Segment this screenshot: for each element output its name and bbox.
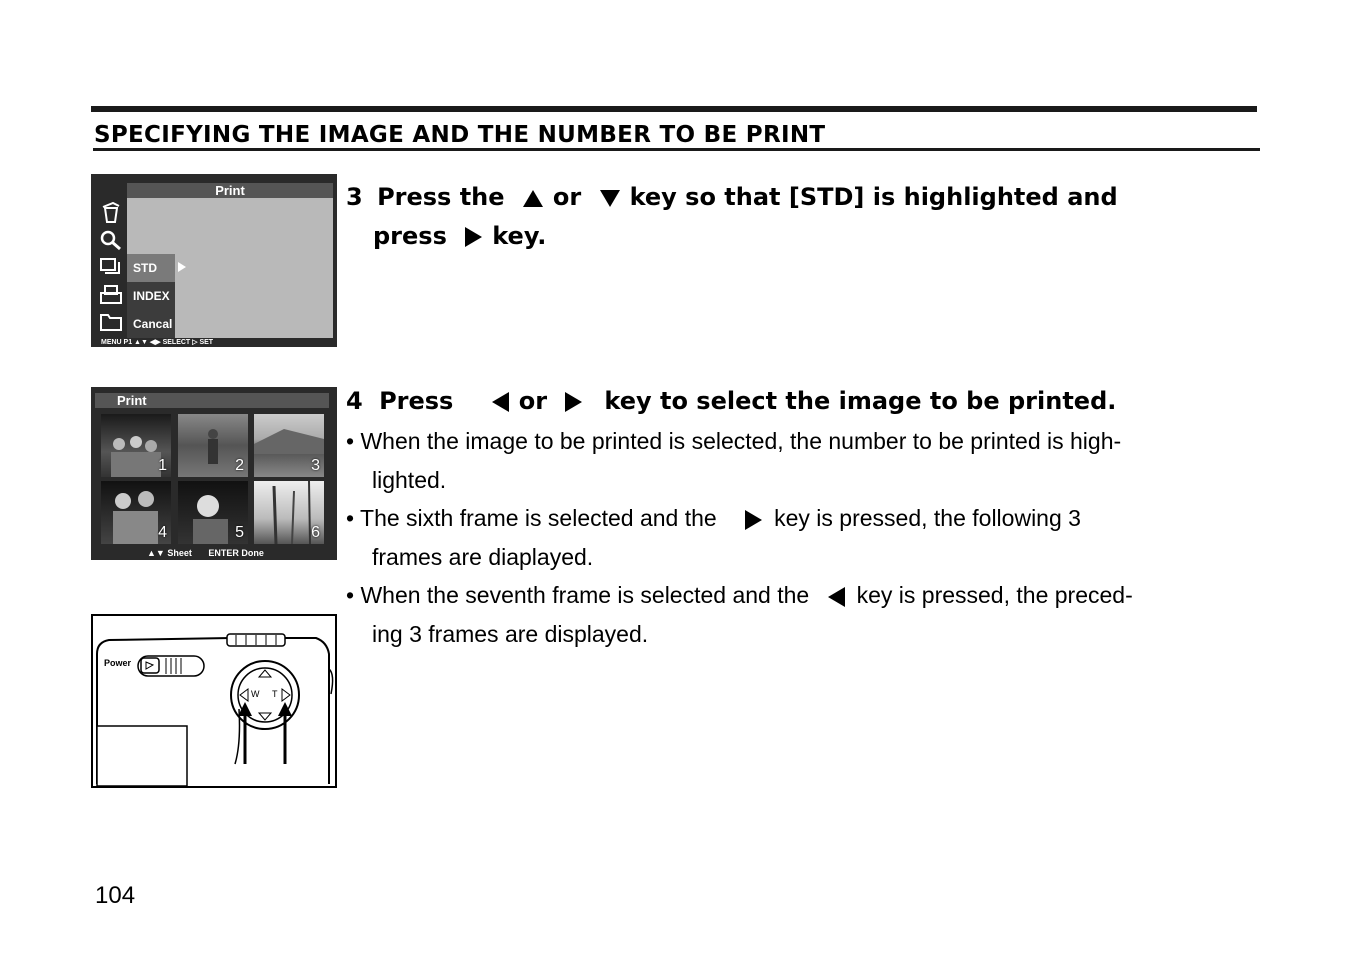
bullet-text: • The sixth frame is selected and the: [346, 505, 717, 531]
page-number: 104: [95, 882, 136, 909]
thumbnail-number: 4: [158, 524, 167, 541]
right-key-icon: [745, 510, 762, 530]
trash-icon: [99, 202, 123, 224]
left-key-icon: [492, 392, 509, 412]
menu-item-cancel[interactable]: Cancal: [127, 310, 175, 338]
step-text: key to select the image to be printed.: [604, 387, 1117, 415]
menu-item-index[interactable]: INDEX: [127, 282, 175, 310]
tele-label: T: [272, 689, 278, 699]
thumbnail-number: 1: [158, 457, 167, 474]
magnify-icon: [99, 229, 123, 251]
bullet-2-line-1: [346, 505, 1081, 532]
slideshow-icon: [99, 256, 123, 278]
thumbnail-number: 6: [311, 524, 320, 541]
heading-underline: [93, 148, 1260, 151]
footer-enter-hint: ENTER Done: [208, 548, 264, 558]
thumbnail[interactable]: [101, 481, 171, 544]
step-text: key.: [492, 222, 547, 250]
step-text: Press: [379, 387, 454, 415]
bullet-text: • When the seventh frame is selected and the: [346, 582, 810, 608]
bullet-3-line-1: [346, 582, 1133, 609]
bullet-text: key is pressed, the preced-: [856, 582, 1133, 608]
left-key-icon: [828, 587, 845, 607]
right-key-icon: [565, 392, 582, 412]
menu-item-std[interactable]: STD: [127, 254, 175, 282]
thumbnail[interactable]: [178, 414, 248, 477]
bullet-3-line-2: ing 3 frames are displayed.: [372, 621, 649, 647]
step-text: Press the: [377, 183, 505, 211]
print-thumbnails-screenshot: [91, 387, 337, 560]
step-text: key so that [STD] is highlighted and: [629, 183, 1118, 211]
step-number: 3: [346, 183, 363, 211]
print-icon: [99, 284, 123, 306]
screen-title: Print: [95, 393, 329, 408]
bullet-2-line-2: frames are diaplayed.: [372, 544, 594, 570]
right-key-icon: [465, 227, 482, 247]
bullet-1-line-2: lighted.: [372, 467, 447, 493]
screen-footer: MENU P1 ▲▼ ◀▶ SELECT ▷ SET: [101, 339, 214, 346]
thumbnail-number: 2: [235, 457, 244, 474]
bullet-1-line-1: • When the image to be printed is selected, the number to be printed is high-: [346, 428, 1122, 454]
down-key-icon: [600, 190, 620, 207]
screen-title: Print: [127, 183, 333, 198]
screen-footer: [147, 548, 264, 558]
section-heading: SPECIFYING THE IMAGE AND THE NUMBER TO BE PRINT: [94, 122, 826, 148]
step-text: or: [518, 387, 548, 415]
thumbnail[interactable]: [101, 414, 171, 477]
bullet-text: key is pressed, the following 3: [774, 505, 1081, 531]
wide-label: W: [251, 689, 260, 699]
power-label: Power: [104, 658, 132, 668]
folder-icon: [99, 311, 123, 333]
step-text: press: [373, 222, 447, 250]
up-key-icon: [523, 190, 543, 207]
top-rule: [91, 106, 1257, 112]
print-menu-screenshot: [91, 174, 337, 347]
step-text: or: [552, 183, 582, 211]
thumbnail[interactable]: [254, 481, 324, 544]
step-3-line-1: [346, 183, 1118, 211]
submenu-arrow-icon: [178, 262, 186, 272]
step-4-heading: [346, 387, 1116, 415]
thumbnail[interactable]: [254, 414, 324, 477]
camera-back-illustration: [91, 614, 337, 788]
thumbnail-number: 5: [235, 524, 244, 541]
step-3-line-2: [373, 222, 546, 250]
thumbnail-number: 3: [311, 457, 320, 474]
thumbnail[interactable]: [178, 481, 248, 544]
footer-sheet-hint: ▲▼ Sheet: [147, 548, 192, 558]
step-number: 4: [346, 387, 363, 415]
